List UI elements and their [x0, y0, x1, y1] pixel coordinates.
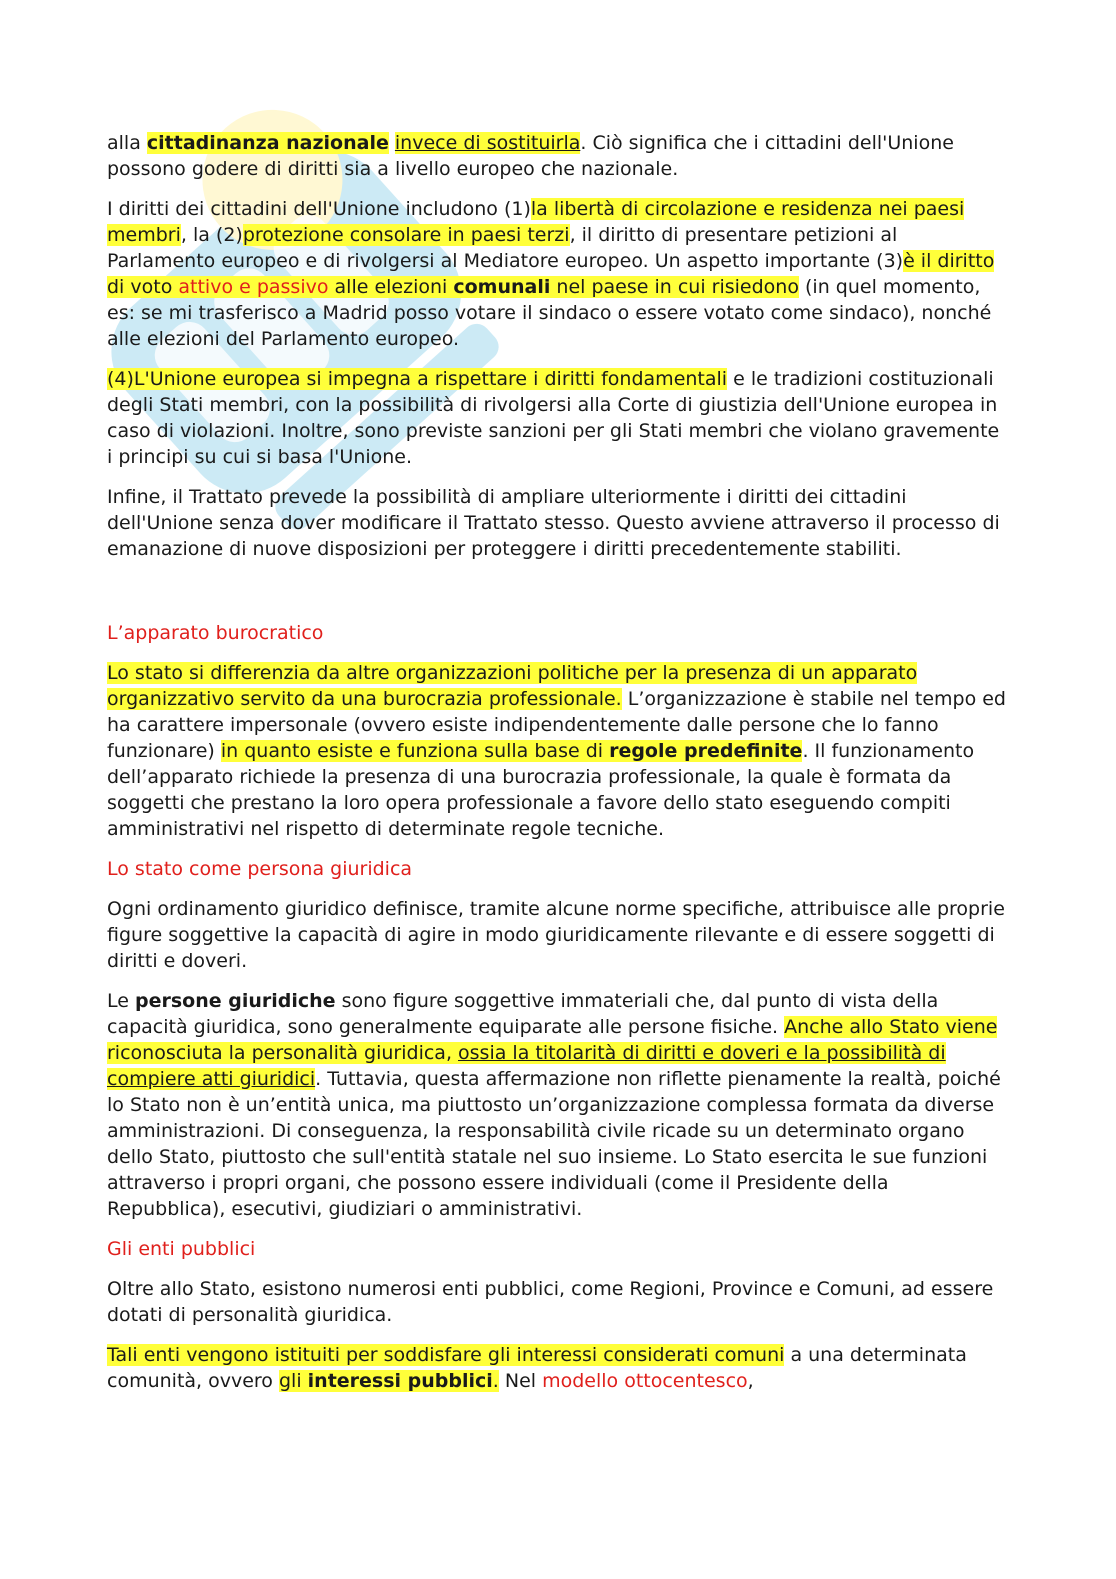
text-run: , il diritto di presentare petizioni al Parlamento europeo e di rivolgersi al Mediatore europeo. Un aspetto importante (3)	[107, 224, 904, 272]
paragraph-ordinamento: Ogni ordinamento giuridico definisce, tramite alcune norme specifiche, attribuisce alle proprie figure soggettive la capacità di agire in modo giuridicamente rilevante e di essere soggetti di diritti e doveri.	[107, 898, 1005, 972]
text-run: alla	[107, 132, 147, 154]
section-heading-apparato: L’apparato burocratico	[107, 622, 324, 644]
paragraph-diritti-cittadini	[107, 196, 1007, 352]
highlight-bold: regole predefinite	[609, 740, 803, 762]
highlight: alle elezioni	[328, 276, 454, 298]
highlight: è il diritto di voto	[107, 250, 995, 298]
red-text: modello ottocentesco	[542, 1370, 748, 1392]
paragraph-trattato: Infine, il Trattato prevede la possibilità di ampliare ulteriormente i diritti dei cittadini dell'Unione senza dover modificare il Trattato stesso. Questo avviene attraverso il processo di emanazione di nuove disposizioni per proteggere i diritti precedentemente stabiliti.	[107, 486, 1000, 560]
text-run: Nel	[498, 1370, 543, 1392]
text-run: e le tradizioni costituzionali degli Stati membri, con la possibilità di rivolgersi alla Corte di giustizia dell'Unione europea in caso di violazioni. Inoltre, sono previste sanzioni per gli Stati membri che violano gravemente i principi su cui si basa l'Unione.	[107, 368, 1000, 468]
paragraph-persone-giuridiche	[107, 988, 1007, 1222]
highlight: (4)L'Unione europea si impegna a rispettare i diritti fondamentali	[107, 368, 728, 390]
highlight: Anche allo Stato viene riconosciuta la personalità giuridica,	[107, 1016, 998, 1064]
highlight-underline: ossia la titolarità di diritti e doveri e la possibilità di compiere atti giuridici	[107, 1042, 946, 1090]
highlight-underline: invece di sostituirla	[394, 132, 581, 154]
highlight-bold: comunali	[453, 276, 551, 298]
highlight-bold: cittadinanza nazionale	[146, 132, 389, 154]
paragraph-diritti-fondamentali	[107, 366, 1007, 470]
text-run: a una determinata comunità, ovvero	[107, 1344, 967, 1392]
section-heading-enti-pubblici: Gli enti pubblici	[107, 1238, 256, 1260]
highlight: in quanto esiste e funziona sulla base di	[220, 740, 610, 762]
text-run: sono figure soggettive immateriali che, dal punto di vista della capacità giuridica, sono generalmente equiparate alle persone fisiche.	[107, 990, 939, 1038]
section-heading-persona-giuridica: Lo stato come persona giuridica	[107, 858, 413, 880]
text-run: (in quel momento, es: se mi trasferisco a Madrid posso votare il sindaco o essere votato come sindaco), nonché alle elezioni del Parlamento europeo.	[107, 276, 992, 350]
text-run: I diritti dei cittadini dell'Unione includono (1)	[107, 198, 531, 220]
highlight-bold: interessi pubblici	[307, 1370, 493, 1392]
highlight: Tali enti vengono istituiti per soddisfare gli interessi considerati comuni	[107, 1344, 785, 1366]
highlight: Lo stato si differenzia da altre organizzazioni politiche per la presenza di un apparato organizzativo servito da una burocrazia professionale.	[107, 662, 918, 710]
highlight: nel paese in cui risiedono	[550, 276, 799, 298]
text-run: . Il funzionamento dell’apparato richiede la presenza di una burocrazia professionale, la quale è formata da soggetti che prestano la loro opera professionale a favore dello stato eseguendo compiti amministrativi nel rispetto di determinate regole tecniche.	[107, 740, 975, 840]
highlight: protezione consolare in paesi terzi	[242, 224, 570, 246]
paragraph-enti: Oltre allo Stato, esistono numerosi enti pubblici, come Regioni, Province e Comuni, ad essere dotati di personalità giuridica.	[107, 1278, 994, 1326]
text-run: ,	[747, 1370, 754, 1392]
highlight-red: attivo e passivo	[178, 276, 329, 298]
highlight: .	[492, 1370, 499, 1392]
text-run: , la (2)	[180, 224, 243, 246]
text-run: . Tuttavia, questa affermazione non riflette pienamente la realtà, poiché lo Stato non è un’entità unica, ma piuttosto un’organizzazione complessa formata da diverse amministrazioni. Di conseguenza, la responsabilità civile ricade su un determinato organo dello Stato, piuttosto che sull'entità statale nel suo insieme. Lo Stato esercita le sue funzioni attraverso i propri organi, che possono essere individuali (come il Presidente della Repubblica), esecutivi, giudiziari o amministrativi.	[107, 1068, 1001, 1220]
document-body	[107, 130, 1007, 1408]
text-run	[389, 132, 395, 154]
paragraph-cittadinanza	[107, 130, 1007, 182]
highlight: gli	[278, 1370, 308, 1392]
paragraph-interessi	[107, 1342, 1007, 1394]
highlight: la libertà di circolazione e residenza nei paesi membri	[107, 198, 965, 246]
text-run: Le	[107, 990, 135, 1012]
paragraph-apparato	[107, 660, 1007, 842]
text-run: . Ciò significa che i cittadini dell'Unione possono godere di diritti sia a livello europeo che nazionale.	[107, 132, 954, 180]
text-run: L’organizzazione è stabile nel tempo ed ha carattere impersonale (ovvero esiste indipendentemente dalle persone che lo fanno funzionare)	[107, 688, 1006, 762]
bold-text: persone giuridiche	[134, 990, 336, 1012]
